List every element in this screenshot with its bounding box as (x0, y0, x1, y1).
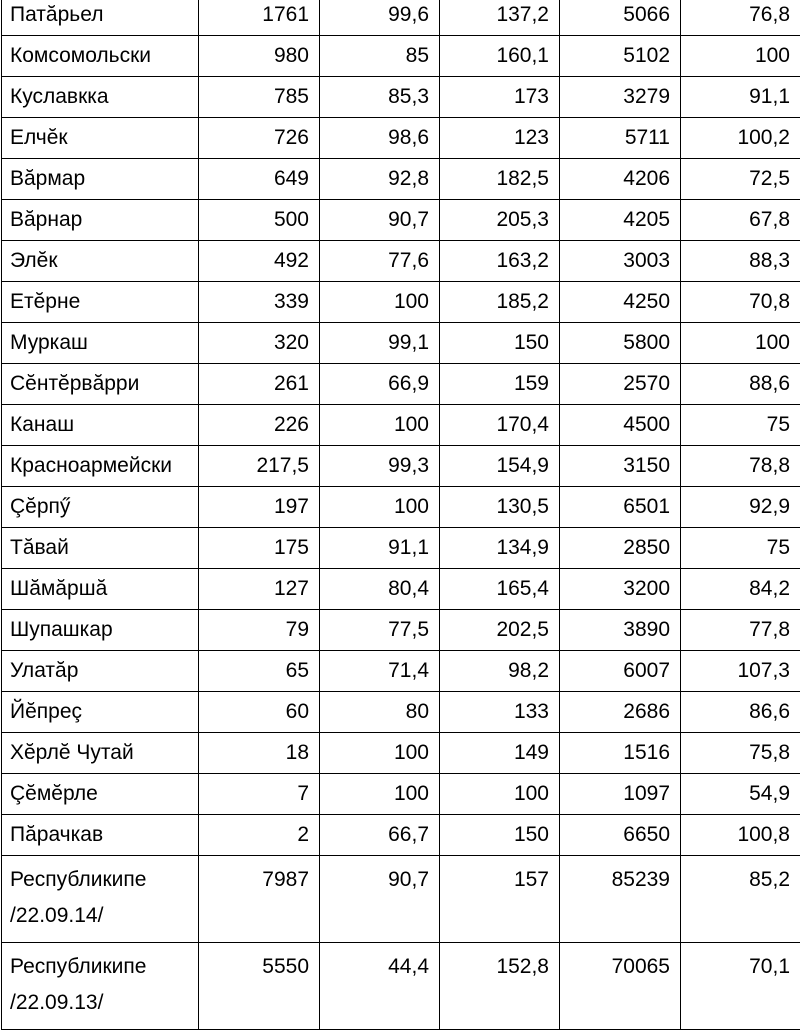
value-cell: 175 (199, 528, 320, 569)
value-cell: 123 (440, 118, 560, 159)
district-name-cell: Вăрмар (2, 159, 199, 200)
value-cell: 67,8 (681, 200, 800, 241)
value-cell: 173 (440, 77, 560, 118)
district-name-cell: Улатăр (2, 651, 199, 692)
value-cell: 785 (199, 77, 320, 118)
value-cell: 134,9 (440, 528, 560, 569)
table-row (2, 241, 800, 282)
value-cell: 3003 (560, 241, 681, 282)
value-cell: 2 (199, 815, 320, 856)
value-cell: 3890 (560, 610, 681, 651)
district-name-cell: Элĕк (2, 241, 199, 282)
table-row (2, 651, 800, 692)
value-cell: 77,5 (320, 610, 440, 651)
district-name-cell: Çĕрпӳ (2, 487, 199, 528)
table-row (2, 323, 800, 364)
district-name-cell: Вăрнар (2, 200, 199, 241)
value-cell: 85 (320, 36, 440, 77)
value-cell: 100 (320, 733, 440, 774)
value-cell: 66,7 (320, 815, 440, 856)
district-name-cell: Пăрачкав (2, 815, 199, 856)
value-cell: 66,9 (320, 364, 440, 405)
table-row (2, 405, 800, 446)
value-cell: 90,7 (320, 856, 440, 943)
table-row (2, 118, 800, 159)
district-statistics-table (1, 0, 800, 1030)
value-cell: 3279 (560, 77, 681, 118)
value-cell: 1097 (560, 774, 681, 815)
value-cell: 160,1 (440, 36, 560, 77)
value-cell: 7987 (199, 856, 320, 943)
table-row (2, 733, 800, 774)
value-cell: 70,8 (681, 282, 800, 323)
table-row (2, 528, 800, 569)
value-cell: 150 (440, 323, 560, 364)
total-row (2, 943, 800, 1030)
value-cell: 152,8 (440, 943, 560, 1030)
district-name-cell: Шăмăршă (2, 569, 199, 610)
value-cell: 649 (199, 159, 320, 200)
district-name-cell: Красноармейски (2, 446, 199, 487)
district-name-cell: Патăрьел (2, 0, 199, 36)
value-cell: 99,3 (320, 446, 440, 487)
table-row (2, 569, 800, 610)
value-cell: 2686 (560, 692, 681, 733)
value-cell: 77,6 (320, 241, 440, 282)
value-cell: 5800 (560, 323, 681, 364)
value-cell: 4500 (560, 405, 681, 446)
value-cell: 980 (199, 36, 320, 77)
table-row (2, 446, 800, 487)
table-row (2, 77, 800, 118)
value-cell: 90,7 (320, 200, 440, 241)
value-cell: 6501 (560, 487, 681, 528)
value-cell: 127 (199, 569, 320, 610)
district-name-cell: Канаш (2, 405, 199, 446)
value-cell: 217,5 (199, 446, 320, 487)
district-name-cell: Хĕрлĕ Чутай (2, 733, 199, 774)
table-row (2, 0, 800, 36)
value-cell: 100,8 (681, 815, 800, 856)
value-cell: 202,5 (440, 610, 560, 651)
value-cell: 261 (199, 364, 320, 405)
table-row (2, 774, 800, 815)
value-cell: 98,6 (320, 118, 440, 159)
value-cell: 99,6 (320, 0, 440, 36)
value-cell: 154,9 (440, 446, 560, 487)
value-cell: 75,8 (681, 733, 800, 774)
value-cell: 18 (199, 733, 320, 774)
value-cell: 4205 (560, 200, 681, 241)
district-name-cell: Етĕрне (2, 282, 199, 323)
value-cell: 159 (440, 364, 560, 405)
value-cell: 339 (199, 282, 320, 323)
value-cell: 100 (440, 774, 560, 815)
value-cell: 86,6 (681, 692, 800, 733)
value-cell: 72,5 (681, 159, 800, 200)
value-cell: 150 (440, 815, 560, 856)
value-cell: 726 (199, 118, 320, 159)
value-cell: 1761 (199, 0, 320, 36)
value-cell: 80,4 (320, 569, 440, 610)
value-cell: 205,3 (440, 200, 560, 241)
value-cell: 70065 (560, 943, 681, 1030)
value-cell: 75 (681, 405, 800, 446)
value-cell: 5102 (560, 36, 681, 77)
value-cell: 77,8 (681, 610, 800, 651)
value-cell: 99,1 (320, 323, 440, 364)
value-cell: 85,2 (681, 856, 800, 943)
value-cell: 78,8 (681, 446, 800, 487)
value-cell: 100 (320, 487, 440, 528)
value-cell: 492 (199, 241, 320, 282)
total-name-cell (2, 943, 199, 1030)
district-name-cell: Муркаш (2, 323, 199, 364)
value-cell: 130,5 (440, 487, 560, 528)
value-cell: 320 (199, 323, 320, 364)
table-row (2, 159, 800, 200)
value-cell: 107,3 (681, 651, 800, 692)
district-name-cell: Йĕпреç (2, 692, 199, 733)
value-cell: 100 (320, 282, 440, 323)
value-cell: 85239 (560, 856, 681, 943)
table-row (2, 610, 800, 651)
value-cell: 100 (681, 323, 800, 364)
value-cell: 76,8 (681, 0, 800, 36)
value-cell: 3200 (560, 569, 681, 610)
total-date: /22.09.13/ (10, 985, 188, 1021)
value-cell: 5550 (199, 943, 320, 1030)
value-cell: 4206 (560, 159, 681, 200)
value-cell: 92,8 (320, 159, 440, 200)
value-cell: 44,4 (320, 943, 440, 1030)
value-cell: 197 (199, 487, 320, 528)
value-cell: 88,6 (681, 364, 800, 405)
value-cell: 2570 (560, 364, 681, 405)
value-cell: 133 (440, 692, 560, 733)
district-name-cell: Елчĕк (2, 118, 199, 159)
value-cell: 65 (199, 651, 320, 692)
total-label: Республикипе (10, 862, 188, 898)
value-cell: 91,1 (681, 77, 800, 118)
total-name-cell (2, 856, 199, 943)
value-cell: 100 (320, 774, 440, 815)
total-row (2, 856, 800, 943)
table-row (2, 282, 800, 323)
total-label: Республикипе (10, 949, 188, 985)
table-row (2, 487, 800, 528)
value-cell: 100 (320, 405, 440, 446)
total-date: /22.09.14/ (10, 898, 188, 934)
value-cell: 149 (440, 733, 560, 774)
value-cell: 2850 (560, 528, 681, 569)
value-cell: 80 (320, 692, 440, 733)
table-row (2, 364, 800, 405)
table-row (2, 36, 800, 77)
table-row (2, 815, 800, 856)
value-cell: 91,1 (320, 528, 440, 569)
table-body (2, 0, 800, 1030)
value-cell: 60 (199, 692, 320, 733)
value-cell: 185,2 (440, 282, 560, 323)
district-name-cell: Сĕнтĕрвăрри (2, 364, 199, 405)
value-cell: 75 (681, 528, 800, 569)
value-cell: 100,2 (681, 118, 800, 159)
value-cell: 100 (681, 36, 800, 77)
value-cell: 170,4 (440, 405, 560, 446)
value-cell: 79 (199, 610, 320, 651)
value-cell: 71,4 (320, 651, 440, 692)
district-name-cell: Комсомольски (2, 36, 199, 77)
value-cell: 70,1 (681, 943, 800, 1030)
district-name-cell: Куславкка (2, 77, 199, 118)
table-row (2, 200, 800, 241)
value-cell: 137,2 (440, 0, 560, 36)
district-name-cell: Шупашкар (2, 610, 199, 651)
value-cell: 5711 (560, 118, 681, 159)
value-cell: 157 (440, 856, 560, 943)
value-cell: 88,3 (681, 241, 800, 282)
district-name-cell: Çĕмĕрле (2, 774, 199, 815)
value-cell: 6007 (560, 651, 681, 692)
value-cell: 163,2 (440, 241, 560, 282)
value-cell: 98,2 (440, 651, 560, 692)
value-cell: 92,9 (681, 487, 800, 528)
value-cell: 1516 (560, 733, 681, 774)
value-cell: 226 (199, 405, 320, 446)
value-cell: 54,9 (681, 774, 800, 815)
value-cell: 3150 (560, 446, 681, 487)
value-cell: 6650 (560, 815, 681, 856)
value-cell: 182,5 (440, 159, 560, 200)
value-cell: 85,3 (320, 77, 440, 118)
district-name-cell: Тăвай (2, 528, 199, 569)
value-cell: 84,2 (681, 569, 800, 610)
value-cell: 500 (199, 200, 320, 241)
value-cell: 4250 (560, 282, 681, 323)
value-cell: 7 (199, 774, 320, 815)
value-cell: 5066 (560, 0, 681, 36)
table-row (2, 692, 800, 733)
value-cell: 165,4 (440, 569, 560, 610)
